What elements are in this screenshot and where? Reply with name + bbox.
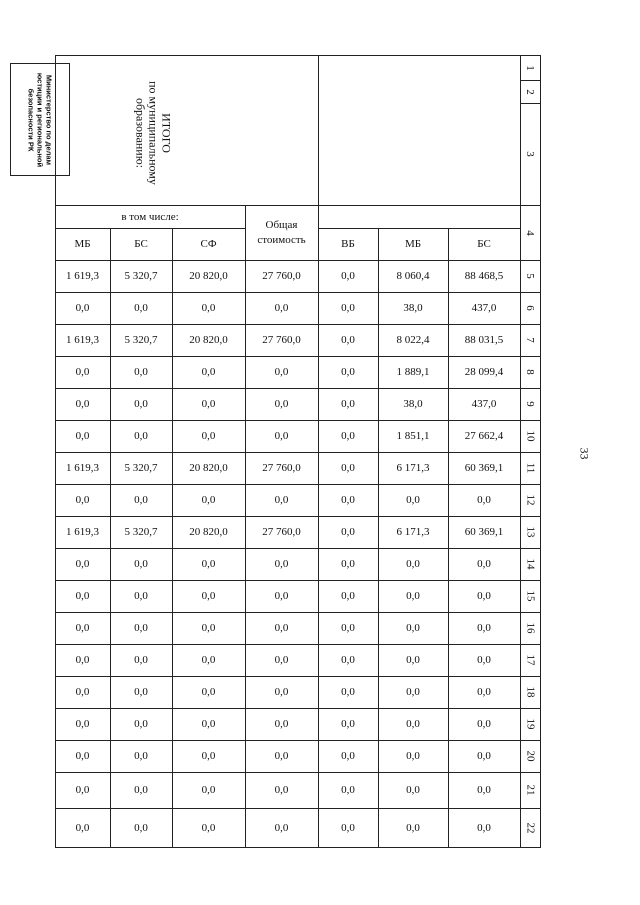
table-cell: 0,0 (406, 590, 420, 602)
table-cell: 27 760,0 (262, 526, 301, 538)
table-cell: 5 320,7 (124, 526, 158, 538)
table-cell: 0,0 (134, 302, 148, 314)
table-cell: 20 820,0 (189, 334, 228, 346)
column-number (520, 484, 540, 516)
table-cell: 0,0 (274, 686, 289, 698)
column-number (520, 580, 540, 612)
table-cell: 27 662,4 (464, 430, 504, 442)
column-number (520, 260, 540, 292)
table-cell: 0,0 (406, 686, 420, 698)
table-cell: 27 760,0 (262, 270, 301, 282)
table-cell: 0,0 (75, 494, 90, 506)
column-number-label: 3 (524, 151, 536, 157)
table-cell: 5 320,7 (124, 334, 158, 346)
column-number (520, 103, 540, 205)
table-cell: 1 619,3 (66, 526, 99, 538)
header-in-total: в том числе: (121, 210, 179, 223)
table-cell: 0,0 (341, 558, 355, 570)
table-cell: 0,0 (75, 430, 90, 442)
table-cell: 1 619,3 (66, 270, 99, 282)
table-cell: 28 099,4 (464, 366, 504, 378)
itogo-title: ИТОГО (159, 112, 173, 153)
table-cell: 0,0 (75, 654, 90, 666)
table-cell: 0,0 (341, 270, 355, 282)
column-number-label: 10 (524, 430, 536, 442)
column-number (520, 516, 540, 548)
table-cell: 20 820,0 (189, 270, 228, 282)
table-cell: 88 031,5 (464, 334, 504, 346)
table-cell: 0,0 (406, 718, 420, 730)
column-number (520, 676, 540, 708)
table-cell: 6 171,3 (396, 526, 430, 538)
table-cell: 1 889,1 (396, 366, 430, 378)
table-cell: 1 851,1 (396, 430, 430, 442)
table-cell: 0,0 (134, 718, 148, 730)
itogo-subtitle: образованию: (133, 97, 147, 168)
column-number (520, 205, 540, 260)
column-number-label: 7 (524, 337, 536, 343)
table-cell: 0,0 (341, 526, 355, 538)
table-cell: 0,0 (274, 784, 289, 796)
table-cell: 437,0 (471, 302, 497, 314)
table-cell: 0,0 (274, 366, 289, 378)
table-cell: 0,0 (274, 398, 289, 410)
column-number (520, 292, 540, 324)
table-cell: 0,0 (274, 590, 289, 602)
table-cell: 0,0 (341, 334, 355, 346)
table-cell: 0,0 (477, 718, 491, 730)
header-divider (318, 55, 319, 205)
column-number (520, 420, 540, 452)
table-cell: 0,0 (75, 590, 90, 602)
table-cell: 0,0 (341, 590, 355, 602)
column-number (520, 388, 540, 420)
table-cell: 0,0 (274, 821, 289, 834)
budget-table (55, 55, 540, 847)
table-cell: 0,0 (134, 590, 148, 602)
table-cell: 0,0 (201, 558, 216, 570)
table-cell: 60 369,1 (464, 526, 504, 538)
table-cell: 0,0 (341, 462, 355, 474)
table-cell: 0,0 (274, 750, 289, 762)
column-number (520, 324, 540, 356)
column-number (520, 80, 540, 103)
table-cell: 0,0 (341, 302, 355, 314)
header-total-cost (245, 205, 318, 260)
column-number-label: 22 (524, 822, 536, 833)
table-cell: 0,0 (134, 821, 148, 834)
column-number-label: 9 (524, 401, 536, 407)
table-cell: 0,0 (75, 821, 90, 834)
header-total-cost-line: Общая (265, 218, 298, 231)
table-cell: 0,0 (201, 784, 216, 796)
table-cell: 0,0 (134, 686, 148, 698)
table-cell: 0,0 (201, 750, 216, 762)
table-cell: 0,0 (477, 821, 491, 834)
table-cell: 0,0 (341, 654, 355, 666)
column-number (520, 356, 540, 388)
column-number (520, 740, 540, 772)
table-cell: 88 468,5 (464, 270, 504, 282)
column-number-label: 13 (524, 526, 536, 538)
table-cell: 0,0 (477, 622, 491, 634)
table-cell: 0,0 (341, 750, 355, 762)
table-cell: 27 760,0 (262, 462, 301, 474)
table-cell: 6 171,3 (396, 462, 430, 474)
table-cell: 0,0 (406, 558, 420, 570)
stamp-text (27, 66, 54, 173)
table-cell: 437,0 (471, 398, 497, 410)
table-cell: 0,0 (75, 398, 90, 410)
table-border (540, 55, 541, 848)
column-number-label: 5 (524, 273, 536, 279)
table-cell: 38,0 (403, 302, 423, 314)
table-cell: 38,0 (403, 398, 423, 410)
header-mb: МБ (74, 238, 91, 250)
column-number-label: 15 (524, 590, 536, 602)
table-cell: 60 369,1 (464, 462, 504, 474)
column-number (520, 452, 540, 484)
table-cell: 0,0 (201, 821, 216, 834)
table-cell: 0,0 (274, 622, 289, 634)
column-number (520, 644, 540, 676)
table-cell: 0,0 (341, 494, 355, 506)
table-cell: 0,0 (341, 784, 355, 796)
table-cell: 0,0 (134, 750, 148, 762)
column-number-label: 1 (524, 64, 536, 71)
table-cell: 0,0 (406, 654, 420, 666)
table-cell: 0,0 (274, 718, 289, 730)
row-divider (55, 847, 520, 848)
header-sf: СФ (200, 238, 217, 250)
column-number-label: 11 (524, 462, 536, 474)
table-cell: 0,0 (341, 686, 355, 698)
table-cell: 0,0 (341, 398, 355, 410)
table-cell: 0,0 (201, 398, 216, 410)
table-cell: 0,0 (201, 590, 216, 602)
table-cell: 0,0 (477, 494, 491, 506)
table-cell: 0,0 (477, 784, 491, 796)
column-number-label: 12 (524, 494, 536, 506)
table-cell: 0,0 (274, 430, 289, 442)
column-number (520, 708, 540, 740)
table-cell: 0,0 (274, 302, 289, 314)
table-border (55, 55, 541, 56)
table-cell: 27 760,0 (262, 334, 301, 346)
column-number (520, 612, 540, 644)
table-cell: 0,0 (134, 398, 148, 410)
header-total-cost-line: стоимость (257, 233, 306, 246)
table-cell: 0,0 (75, 686, 90, 698)
table-cell: 0,0 (341, 821, 355, 834)
table-cell: 0,0 (201, 622, 216, 634)
table-cell: 20 820,0 (189, 526, 228, 538)
table-cell: 5 320,7 (124, 462, 158, 474)
table-cell: 0,0 (341, 718, 355, 730)
stamp-line: безопасности РК (26, 88, 36, 151)
column-number (520, 55, 540, 80)
header-bs: БС (134, 238, 148, 250)
column-number-label: 20 (524, 750, 536, 762)
column-number-label: 6 (524, 305, 536, 311)
table-cell: 0,0 (406, 784, 420, 796)
table-cell: 0,0 (477, 590, 491, 602)
itogo-subtitle: по муниципальному (146, 80, 160, 185)
table-cell: 0,0 (134, 654, 148, 666)
column-number-label: 8 (524, 369, 536, 375)
column-number (520, 772, 540, 808)
column-number-border (520, 847, 540, 848)
table-cell: 0,0 (201, 302, 216, 314)
column-number-label: 17 (524, 654, 536, 666)
table-cell: 0,0 (134, 366, 148, 378)
table-cell: 0,0 (75, 750, 90, 762)
table-cell: 0,0 (201, 718, 216, 730)
header-vb: ВБ (341, 238, 355, 250)
column-number-label: 16 (524, 622, 536, 634)
table-cell: 0,0 (477, 686, 491, 698)
table-cell: 0,0 (274, 654, 289, 666)
table-cell: 0,0 (406, 494, 420, 506)
header-mb-2: МБ (404, 238, 422, 250)
column-number-label: 18 (524, 686, 536, 698)
table-cell: 1 619,3 (66, 334, 99, 346)
table-cell: 0,0 (201, 686, 216, 698)
table-cell: 8 022,4 (396, 334, 430, 346)
table-cell: 0,0 (341, 430, 355, 442)
stamp-line: юстиции и региональной (35, 72, 45, 167)
table-cell: 1 619,3 (66, 462, 99, 474)
column-number-label: 2 (524, 88, 536, 95)
table-cell: 0,0 (75, 366, 90, 378)
table-cell: 0,0 (134, 558, 148, 570)
column-number-label: 21 (524, 784, 536, 796)
table-cell: 5 320,7 (124, 270, 158, 282)
table-cell: 0,0 (134, 494, 148, 506)
table-cell: 0,0 (477, 654, 491, 666)
table-cell: 0,0 (477, 558, 491, 570)
table-cell: 0,0 (75, 302, 90, 314)
table-cell: 0,0 (406, 622, 420, 634)
column-number-label: 4 (524, 229, 536, 236)
table-cell: 0,0 (134, 622, 148, 634)
table-cell: 0,0 (75, 718, 90, 730)
column-number (520, 548, 540, 580)
table-cell: 8 060,4 (396, 270, 430, 282)
table-cell: 0,0 (406, 821, 420, 834)
table-cell: 0,0 (341, 366, 355, 378)
table-cell: 0,0 (75, 558, 90, 570)
table-cell: 0,0 (75, 784, 90, 796)
table-cell: 0,0 (274, 558, 289, 570)
column-number (520, 808, 540, 847)
stamp-line: Министерство по делам (44, 74, 54, 165)
table-cell: 0,0 (75, 622, 90, 634)
header-bs-2: БС (477, 238, 491, 250)
table-cell: 0,0 (274, 494, 289, 506)
column-number-label: 14 (524, 558, 536, 570)
table-cell: 0,0 (134, 784, 148, 796)
page-number: 33 (577, 447, 592, 460)
table-cell: 0,0 (341, 622, 355, 634)
table-cell: 0,0 (406, 750, 420, 762)
table-cell: 0,0 (201, 654, 216, 666)
table-cell: 20 820,0 (189, 462, 228, 474)
table-cell: 0,0 (201, 366, 216, 378)
table-cell: 0,0 (134, 430, 148, 442)
table-cell: 0,0 (201, 494, 216, 506)
table-cell: 0,0 (201, 430, 216, 442)
column-number-label: 19 (524, 718, 536, 730)
table-cell: 0,0 (477, 750, 491, 762)
